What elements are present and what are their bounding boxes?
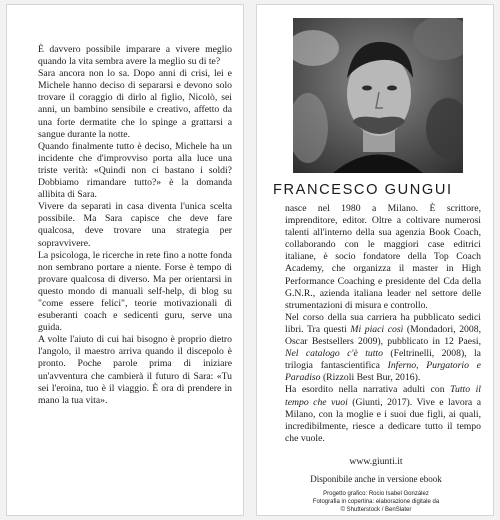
ebook-note: Disponibile anche in versione ebook — [310, 474, 442, 484]
author-photo-image — [293, 18, 463, 173]
book-title: Inferno, Purgatorio e Paradiso — [285, 360, 481, 384]
right-flap — [256, 4, 494, 516]
bio-paragraph: nasce nel 1980 a Milano. È scrittore, imprenditore, editor. Oltre a coltivare numerosi talenti all'interno della sua agenzia Book Coach, collaborando con le maggiori case editrici italiane, è socio fondatore della Top Coach Academy, che organizza il master in High Performance Coaching e presidente del Cda della G.N.R., azienda italiana leader nel settore delle strumentazioni di misura e controllo. — [285, 203, 481, 311]
left-flap — [6, 4, 244, 516]
synopsis-paragraph: Quando finalmente tutto è deciso, Michele ha un incidente che d'improvviso porta alla luce una triste verità: «Quindi non ci bastano i soldi? Dobbiamo rimandare tutto?» è la domanda allibita di Sara. — [38, 140, 232, 201]
bio-text: (Giunti, 2017). Vive e lavora a Milano, con la moglie e i suoi due figli, ai quali, incredibilmente, riesce a dedicare tutto il tempo che vuole. — [285, 396, 482, 444]
author-photo — [293, 18, 463, 173]
bio-text: (Rizzoli Best Bur, 2016). — [320, 372, 421, 384]
synopsis-paragraph: Vivere da separati in casa diventa l'unica scelta possibile. Ma Sara capisce che deve fare qualcosa, deve trovare una strategia per sopravvivere. — [38, 201, 232, 249]
book-title: Nel catalogo c'è tutto — [285, 348, 383, 360]
bio-text: (Feltrinelli, 2008), la trilogia fantascientifica — [285, 348, 481, 372]
synopsis-paragraph: A volte l'aiuto di cui hai bisogno è proprio dietro l'angolo, il maestro arriva quando il discepolo è pronto. Poche parole prima di iniziare un'avventura che cambierà il futuro di Sara: «Tu sei l'eroina, tuo è il viaggio. È ora di prendere in mano la tua vita». — [38, 334, 232, 406]
design-credits — [257, 490, 495, 514]
bio-paragraph — [285, 384, 481, 444]
synopsis-text — [38, 44, 232, 407]
credit-line: Progetto grafico: Rocio Isabel González — [323, 491, 429, 497]
author-name: FRANCESCO GUNGUI — [273, 182, 453, 198]
synopsis-paragraph: La psicologa, le ricerche in rete fino a notte fonda non sembrano portare a niente. Forse è tempo di provare qualcosa di diverso. Ma per orientarsi in questo mondo di manuali self-help, di blog su "come essere felici", teorie motivazionali di esuberanti coach e sedicenti guru, serve una guida. — [38, 249, 232, 334]
synopsis-paragraph: Sara ancora non lo sa. Dopo anni di crisi, lei e Michele hanno deciso di separarsi e devono solo trovare il coraggio di dirlo al figlio, Nicolò, sei anni, un bambino sensibile e creativo, affetto da una forte dermatite che lo spinge a grattarsi a sangue durante la notte. — [38, 68, 232, 140]
bio-paragraph — [285, 312, 481, 385]
credit-line: Fotografia in copertina: elaborazione digitale da — [312, 499, 440, 505]
book-title: Mi piaci così — [350, 323, 404, 335]
publisher-website: www.giunti.it — [349, 456, 403, 467]
credit-line: © Shutterstock / BenSlater — [340, 507, 412, 513]
author-bio — [285, 203, 481, 445]
book-title: Tutto il tempo che vuoi — [285, 384, 481, 408]
bio-text: Nel corso della sua carriera ha pubblicato sedici libri. Tra questi — [285, 311, 481, 335]
bio-text: (Mondadori, 2008, Oscar Bestsellers 2009), pubblicato in 12 Paesi, — [285, 323, 481, 348]
bio-text: Ha esordito nella narrativa adulti con — [285, 384, 451, 396]
synopsis-paragraph: È davvero possibile imparare a vivere meglio quando la vita sembra avere la meglio su di te? — [38, 44, 232, 68]
